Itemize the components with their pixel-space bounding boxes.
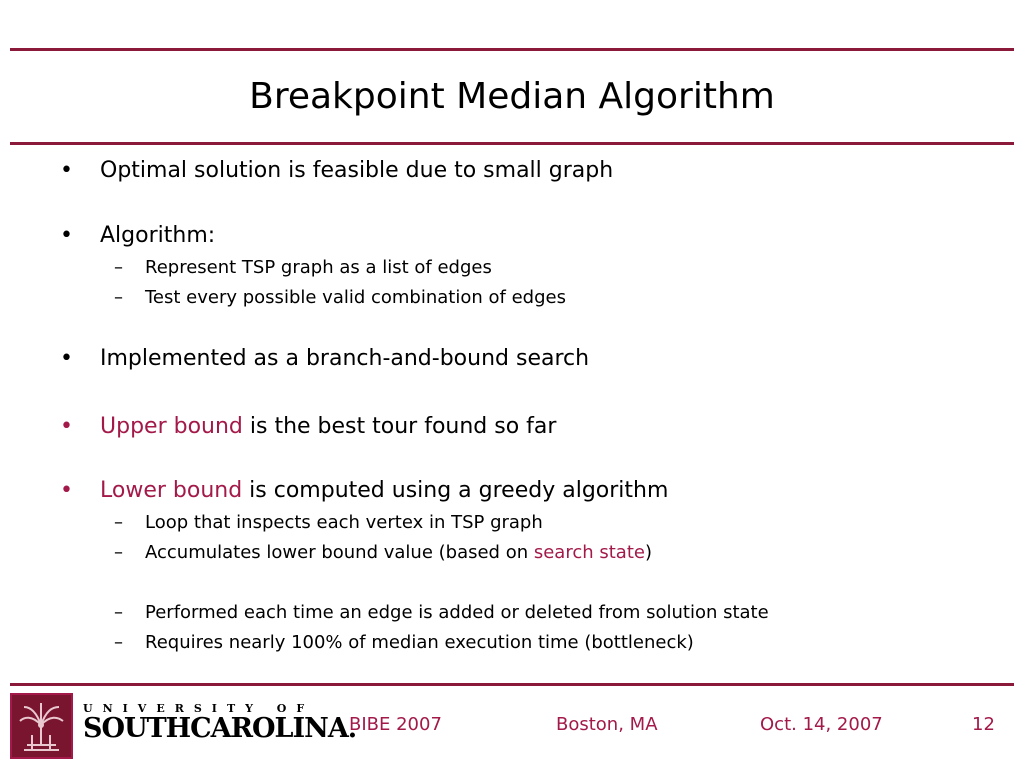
title-rule [10,142,1014,145]
sub-bullet-item: – Represent TSP graph as a list of edges [114,257,492,278]
highlight-term: Lower bound [100,478,243,503]
footer-date: Oct. 14, 2007 [760,714,883,735]
highlight-term: search state [533,542,645,563]
highlight-term: Upper bound [100,414,243,439]
bullet-item: • Implemented as a branch-and-bound search [60,346,590,371]
university-logo: UNIVERSITY OF SOUTHCAROLINA. [83,702,357,744]
bullet-item: • Upper bound is the best tour found so far [60,414,557,439]
top-rule [10,48,1014,51]
footer-rule [10,683,1014,686]
footer-conference: BIBE 2007 [349,714,442,735]
footer-location: Boston, MA [556,714,658,735]
page-number: 12 [972,714,995,735]
bullet-item: • Optimal solution is feasible due to small graph [60,158,614,183]
sub-bullet-item: – Requires nearly 100% of median execution time (bottleneck) [114,632,694,653]
sub-bullet-item: – Loop that inspects each vertex in TSP graph [114,512,543,533]
sub-bullet-item: – Test every possible valid combination of edges [114,287,566,308]
bullet-item: • Lower bound is computed using a greedy algorithm [60,478,669,503]
sub-bullet-item: – Performed each time an edge is added or deleted from solution state [114,602,769,623]
slide-title: Breakpoint Median Algorithm [249,76,775,117]
footer [0,690,1024,768]
palmetto-tree-icon [10,693,73,759]
sub-bullet-item: – Accumulates lower bound value (based on search state) [114,542,653,563]
bullet-item: • Algorithm: [60,223,216,248]
